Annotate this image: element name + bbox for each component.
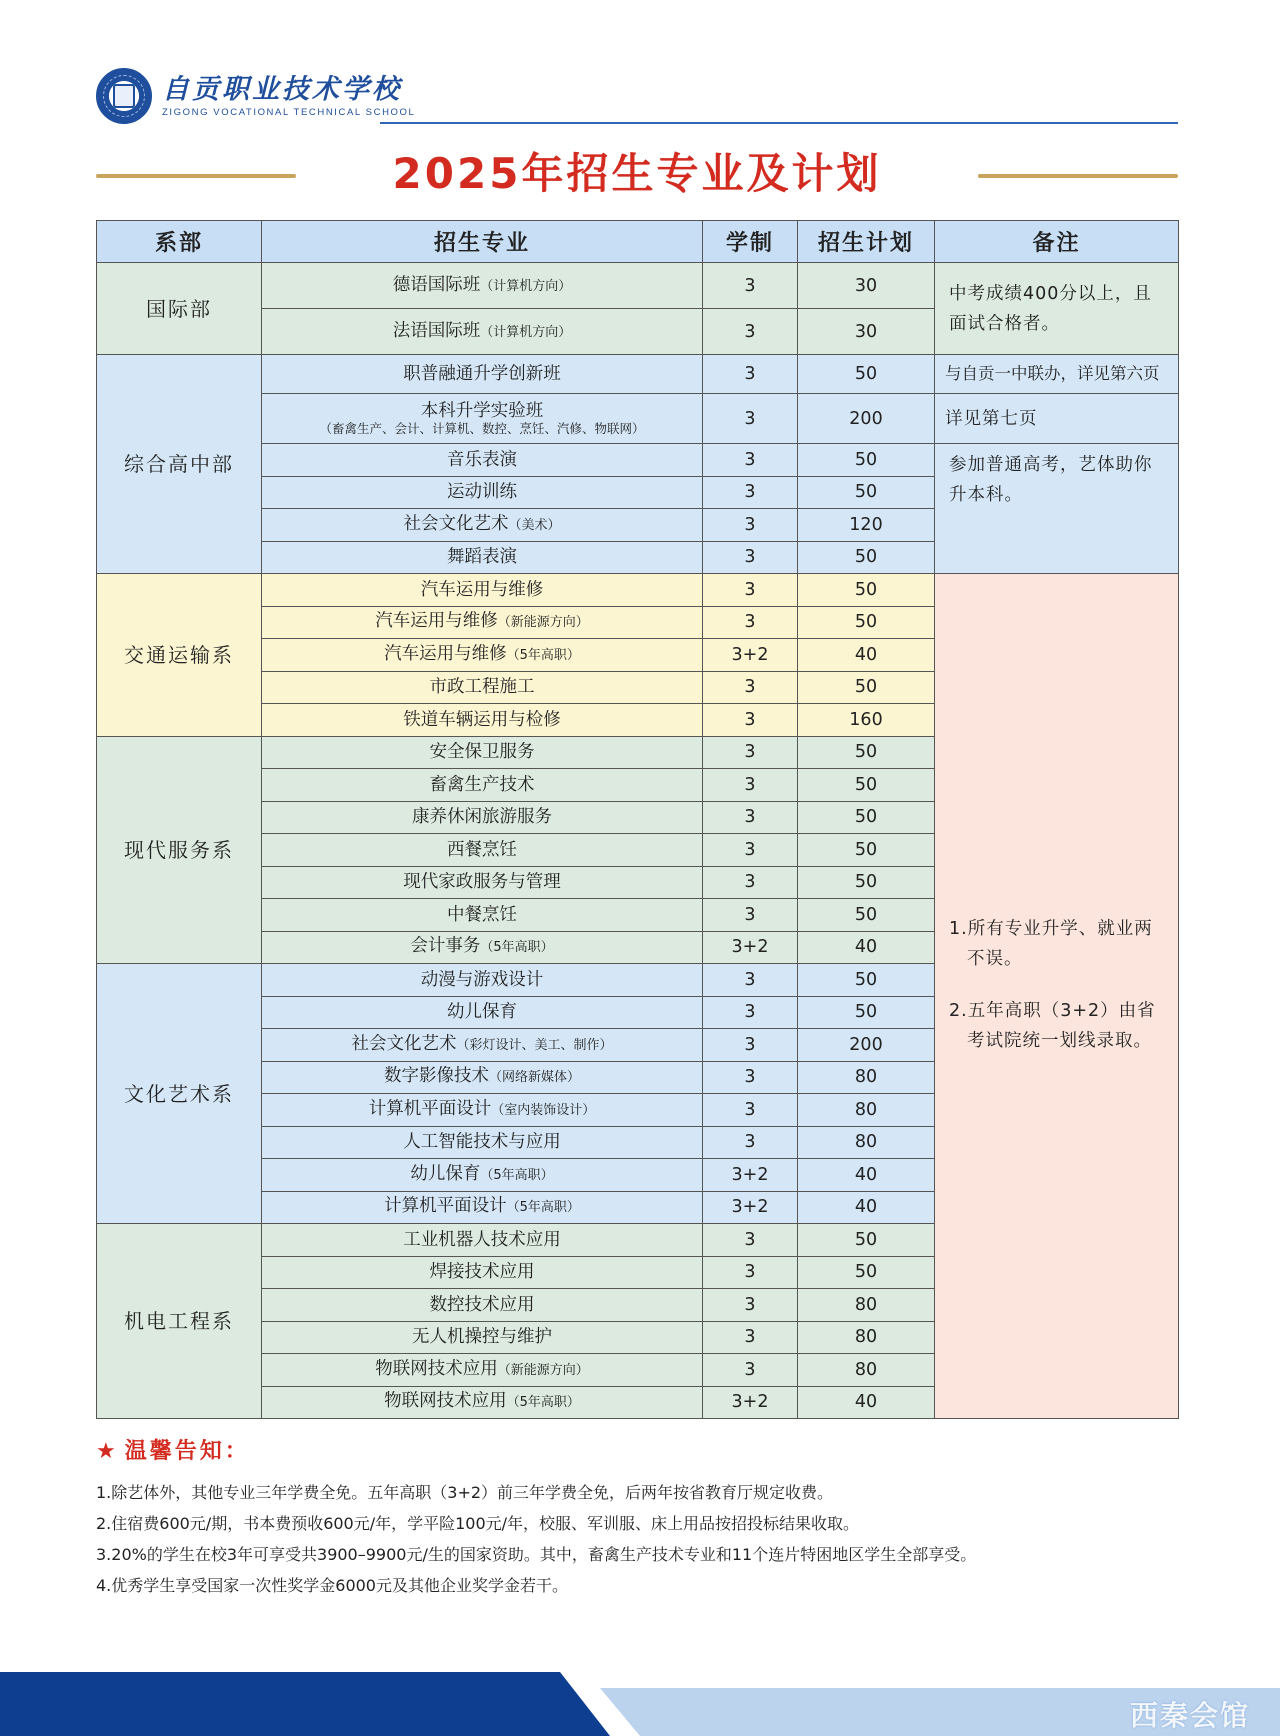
page-title: 2025年招生专业及计划 (392, 149, 882, 198)
years-cell: 3 (703, 574, 798, 607)
department-cell: 综合高中部 (97, 355, 262, 574)
plan-cell: 50 (798, 574, 935, 607)
major-cell: 汽车运用与维修（新能源方向） (262, 606, 703, 639)
plan-cell: 50 (798, 996, 935, 1029)
plan-cell: 80 (798, 1289, 935, 1322)
header-years: 学制 (703, 221, 798, 263)
table-row (97, 355, 1179, 394)
department-cell: 交通运输系 (97, 574, 262, 737)
notice-line: 3.20%的学生在校3年可享受共3900–9900元/生的国家资助。其中，畜禽生产技术专业和11个连片特困地区学生全部享受。 (96, 1545, 977, 1564)
plan-cell: 200 (798, 394, 935, 444)
years-cell: 3 (703, 444, 798, 477)
note-cell: 与自贡一中联办，详见第六页 (935, 355, 1179, 394)
years-cell: 3+2 (703, 931, 798, 964)
years-cell: 3 (703, 1061, 798, 1094)
major-cell: 幼儿保育 (262, 996, 703, 1029)
years-cell: 3 (703, 263, 798, 309)
major-cell: 焊接技术应用 (262, 1256, 703, 1289)
years-cell: 3 (703, 509, 798, 542)
years-cell: 3 (703, 1321, 798, 1354)
plan-cell: 50 (798, 899, 935, 932)
note-cell: 参加普通高考，艺体助你升本科。 (935, 444, 1179, 574)
header-divider (380, 122, 1178, 124)
major-cell: 社会文化艺术（彩灯设计、美工、制作） (262, 1029, 703, 1062)
enrollment-table (96, 220, 1179, 1419)
plan-cell: 40 (798, 931, 935, 964)
note-cell: 中考成绩400分以上，且面试合格者。 (935, 263, 1179, 355)
years-cell: 3 (703, 1126, 798, 1159)
major-cell: 现代家政服务与管理 (262, 866, 703, 899)
plan-cell: 50 (798, 476, 935, 509)
major-cell: 数控技术应用 (262, 1289, 703, 1322)
major-cell: 音乐表演 (262, 444, 703, 477)
header-department: 系部 (97, 221, 262, 263)
years-cell: 3 (703, 866, 798, 899)
header-notes: 备注 (935, 221, 1179, 263)
notice-title: ★ 温馨告知： (96, 1439, 250, 1464)
major-cell: 德语国际班（计算机方向） (262, 263, 703, 309)
plan-cell: 80 (798, 1061, 935, 1094)
major-cell: 市政工程施工 (262, 671, 703, 704)
department-cell: 机电工程系 (97, 1224, 262, 1419)
major-cell: 舞蹈表演 (262, 541, 703, 574)
years-cell: 3 (703, 1094, 798, 1127)
plan-cell: 50 (798, 355, 935, 394)
plan-cell: 50 (798, 769, 935, 802)
major-cell: 物联网技术应用（新能源方向） (262, 1354, 703, 1387)
major-cell: 计算机平面设计（5年高职） (262, 1191, 703, 1224)
note-item: 2.五年高职（3+2）由省考试院统一划线录取。 (949, 1001, 1156, 1051)
table-row (97, 574, 1179, 607)
major-cell: 会计事务（5年高职） (262, 931, 703, 964)
plan-cell: 40 (798, 1386, 935, 1419)
plan-cell: 200 (798, 1029, 935, 1062)
major-cell: 社会文化艺术（美术） (262, 509, 703, 542)
plan-cell: 50 (798, 866, 935, 899)
footer-band-dark (0, 1672, 610, 1736)
major-cell: 康养休闲旅游服务 (262, 801, 703, 834)
years-cell: 3 (703, 1354, 798, 1387)
note-item: 1.所有专业升学、就业两不误。 (949, 919, 1153, 969)
plan-cell: 50 (798, 736, 935, 769)
title-row (96, 146, 1178, 206)
note-cell: 详见第七页 (935, 394, 1179, 444)
notice-line: 1.除艺体外，其他专业三年学费全免。五年高职（3+2）前三年学费全免，后两年按省教育厅规定收费。 (96, 1483, 834, 1502)
plan-cell: 50 (798, 1256, 935, 1289)
years-cell: 3 (703, 899, 798, 932)
years-cell: 3 (703, 309, 798, 355)
years-cell: 3 (703, 355, 798, 394)
school-seal-icon (96, 68, 152, 124)
major-cell: 运动训练 (262, 476, 703, 509)
years-cell: 3 (703, 736, 798, 769)
years-cell: 3 (703, 671, 798, 704)
plan-cell: 50 (798, 606, 935, 639)
years-cell: 3+2 (703, 1386, 798, 1419)
plan-cell: 50 (798, 964, 935, 997)
years-cell: 3+2 (703, 639, 798, 672)
years-cell: 3 (703, 801, 798, 834)
school-logo (96, 68, 415, 124)
major-cell: 数字影像技术（网络新媒体） (262, 1061, 703, 1094)
plan-cell: 120 (798, 509, 935, 542)
title-line-left (96, 174, 296, 178)
years-cell: 3 (703, 1256, 798, 1289)
plan-cell: 50 (798, 541, 935, 574)
department-cell: 文化艺术系 (97, 964, 262, 1224)
years-cell: 3 (703, 476, 798, 509)
plan-cell: 80 (798, 1126, 935, 1159)
table-header-row (97, 221, 1179, 263)
years-cell: 3 (703, 541, 798, 574)
department-cell: 现代服务系 (97, 736, 262, 964)
plan-cell: 50 (798, 671, 935, 704)
major-cell: 计算机平面设计（室内装饰设计） (262, 1094, 703, 1127)
years-cell: 3 (703, 606, 798, 639)
school-name: 自贡职业技术学校 (162, 73, 402, 105)
plan-cell: 50 (798, 444, 935, 477)
notice-line: 2.住宿费600元/期，书本费预收600元/年，学平险100元/年，校服、军训服、床上用品按招投标结果收取。 (96, 1514, 860, 1533)
years-cell: 3 (703, 964, 798, 997)
major-cell: 物联网技术应用（5年高职） (262, 1386, 703, 1419)
plan-cell: 30 (798, 263, 935, 309)
note-cell (935, 574, 1179, 1419)
years-cell: 3 (703, 704, 798, 737)
school-name-en: ZIGONG VOCATIONAL TECHNICAL SCHOOL (162, 106, 416, 118)
major-cell: 工业机器人技术应用 (262, 1224, 703, 1257)
years-cell: 3 (703, 1224, 798, 1257)
plan-cell: 160 (798, 704, 935, 737)
title-line-right (978, 174, 1178, 178)
major-cell: 职普融通升学创新班 (262, 355, 703, 394)
major-cell: 无人机操控与维护 (262, 1321, 703, 1354)
major-cell: 汽车运用与维修 (262, 574, 703, 607)
plan-cell: 40 (798, 1191, 935, 1224)
plan-cell: 80 (798, 1321, 935, 1354)
years-cell: 3 (703, 1289, 798, 1322)
major-cell: 畜禽生产技术 (262, 769, 703, 802)
plan-cell: 30 (798, 309, 935, 355)
major-cell: 本科升学实验班 （畜禽生产、会计、计算机、数控、烹饪、汽修、物联网） (262, 394, 703, 444)
major-cell: 动漫与游戏设计 (262, 964, 703, 997)
plan-cell: 50 (798, 1224, 935, 1257)
plan-cell: 80 (798, 1094, 935, 1127)
star-icon: ★ (96, 1439, 119, 1464)
years-cell: 3 (703, 1029, 798, 1062)
plan-cell: 40 (798, 1159, 935, 1192)
department-cell: 国际部 (97, 263, 262, 355)
years-cell: 3+2 (703, 1159, 798, 1192)
major-cell: 人工智能技术与应用 (262, 1126, 703, 1159)
header-major: 招生专业 (262, 221, 703, 263)
major-cell: 铁道车辆运用与检修 (262, 704, 703, 737)
major-cell: 安全保卫服务 (262, 736, 703, 769)
years-cell: 3 (703, 996, 798, 1029)
major-cell: 中餐烹饪 (262, 899, 703, 932)
notice-line: 4.优秀学生享受国家一次性奖学金6000元及其他企业奖学金若干。 (96, 1576, 568, 1595)
watermark: 西秦会馆 (1129, 1699, 1250, 1732)
major-cell: 法语国际班（计算机方向） (262, 309, 703, 355)
major-cell: 汽车运用与维修（5年高职） (262, 639, 703, 672)
years-cell: 3+2 (703, 1191, 798, 1224)
header-plan: 招生计划 (798, 221, 935, 263)
plan-cell: 40 (798, 639, 935, 672)
notice-section (96, 1434, 1196, 1601)
plan-cell: 50 (798, 834, 935, 867)
plan-cell: 80 (798, 1354, 935, 1387)
table-row (97, 263, 1179, 309)
years-cell: 3 (703, 769, 798, 802)
plan-cell: 50 (798, 801, 935, 834)
major-cell: 幼儿保育（5年高职） (262, 1159, 703, 1192)
major-cell: 西餐烹饪 (262, 834, 703, 867)
years-cell: 3 (703, 394, 798, 444)
years-cell: 3 (703, 834, 798, 867)
